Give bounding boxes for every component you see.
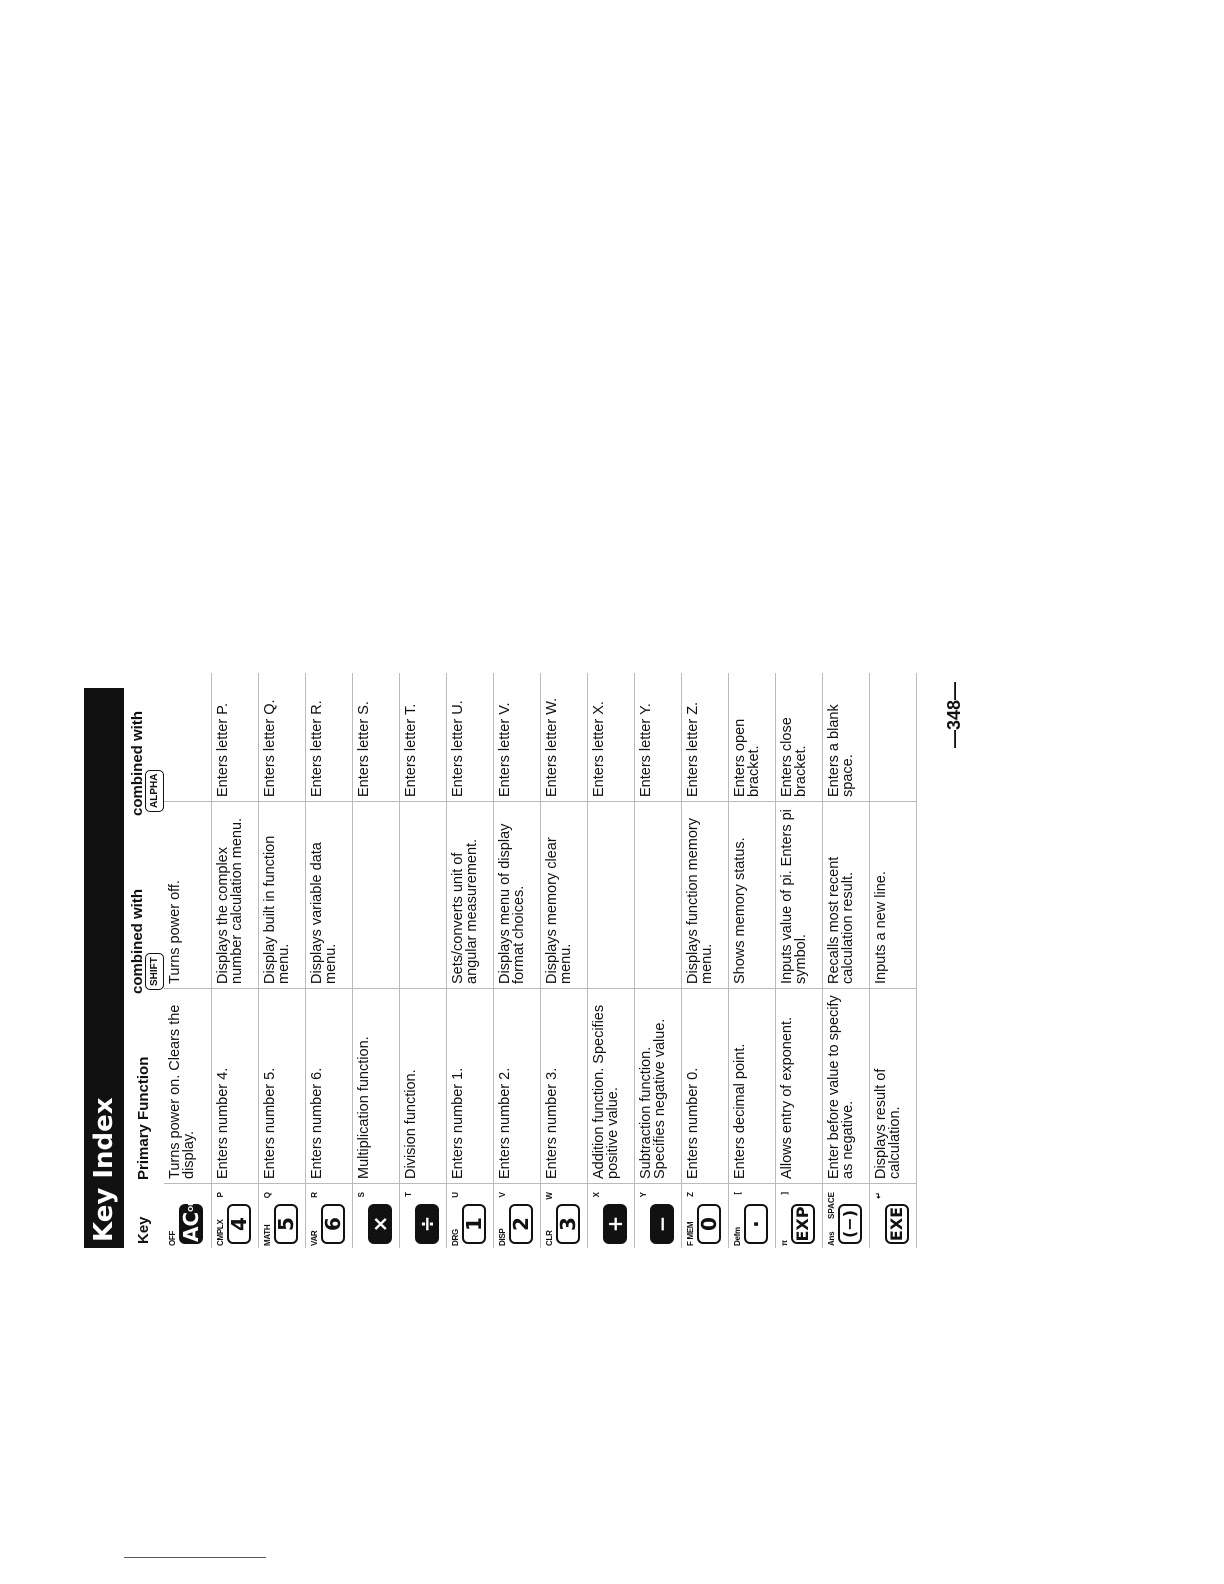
shift-function-cell: [587, 802, 634, 989]
key-alpha-label: R: [309, 1192, 319, 1198]
alpha-function-cell: Enters a blank space.: [822, 673, 869, 802]
key-graphic: [543, 1190, 583, 1246]
primary-function-cell: Enters decimal point.: [728, 989, 775, 1184]
key-cap: [791, 1204, 815, 1244]
key-alpha-label: T: [403, 1192, 413, 1197]
key-cap-label: (−): [839, 1209, 859, 1239]
shift-function-cell: Inputs value of pi. Enters pi symbol.: [775, 802, 822, 989]
key-graphic: [825, 1190, 865, 1246]
key-cap: [650, 1204, 674, 1244]
key-cap: [415, 1204, 439, 1244]
table-row: [305, 673, 352, 1248]
primary-function-cell: Turns power on. Clears the display.: [164, 989, 211, 1184]
table-row: [493, 673, 540, 1248]
key-cap: [697, 1204, 721, 1244]
alpha-function-cell: Enters letter S.: [352, 673, 399, 802]
alpha-function-cell: Enters close bracket.: [775, 673, 822, 802]
shift-function-cell: [352, 802, 399, 989]
key-alpha-label: ↵: [873, 1192, 883, 1199]
key-cap-label: 5: [273, 1217, 298, 1231]
alpha-function-cell: [164, 673, 211, 802]
table-row: [446, 673, 493, 1248]
shift-function-cell: Recalls most recent calculation result.: [822, 802, 869, 989]
key-alpha-label: Q: [262, 1192, 272, 1199]
key-cap: [179, 1200, 203, 1244]
alpha-function-cell: Enters letter Y.: [634, 673, 681, 802]
alpha-key-icon: ALPHA: [145, 770, 164, 812]
alpha-function-cell: Enters letter V.: [493, 673, 540, 802]
key-cell: [399, 1184, 446, 1249]
key-graphic: [449, 1190, 489, 1246]
key-cell: [305, 1184, 352, 1249]
primary-function-cell: Addition function. Specifies positive value.: [587, 989, 634, 1184]
primary-function-cell: Enters number 1.: [446, 989, 493, 1184]
footer-rule: [124, 1557, 266, 1558]
key-alpha-label: S: [356, 1192, 366, 1198]
table-row: [540, 673, 587, 1248]
key-alpha-label: V: [497, 1192, 507, 1198]
key-cap-label: ×: [367, 1215, 392, 1233]
shift-function-cell: Display built in function menu.: [258, 802, 305, 989]
table-row: [681, 673, 728, 1248]
key-shift-label: Defm: [732, 1227, 742, 1246]
key-shift-label: DRG: [450, 1229, 460, 1246]
table-row: [258, 673, 305, 1248]
key-cell: [352, 1184, 399, 1249]
key-alpha-label: SPACE: [826, 1192, 836, 1219]
table-row: [634, 673, 681, 1248]
key-shift-label: F MEM: [685, 1221, 695, 1246]
table-row: [399, 673, 446, 1248]
key-cap-label: 3: [555, 1217, 580, 1231]
page-number: —348—: [944, 681, 964, 748]
key-cap: [556, 1204, 580, 1244]
key-cell: [728, 1184, 775, 1249]
shift-function-cell: Displays memory clear menu.: [540, 802, 587, 989]
key-graphic: [355, 1190, 395, 1246]
key-graphic: [637, 1190, 677, 1246]
key-cell: [775, 1184, 822, 1249]
key-cap-label: 2: [508, 1217, 533, 1231]
key-alpha-label: Z: [685, 1192, 695, 1197]
primary-function-cell: Enters number 2.: [493, 989, 540, 1184]
key-cap-label: ·: [743, 1220, 768, 1228]
key-graphic: [496, 1190, 536, 1246]
key-cap-label: 0: [696, 1217, 721, 1231]
key-cell: [164, 1184, 211, 1249]
primary-function-cell: Enter before value to specify as negative.: [822, 989, 869, 1184]
key-shift-label: MATH: [262, 1224, 272, 1246]
key-cap: [321, 1204, 345, 1244]
key-cell: [258, 1184, 305, 1249]
key-alpha-label: Y: [638, 1192, 648, 1198]
header-primary: Primary Function: [135, 1056, 152, 1180]
key-cap: [744, 1204, 768, 1244]
shift-function-cell: [399, 802, 446, 989]
key-cap-label: EXE: [886, 1206, 906, 1242]
header-shift-text: combined with: [129, 889, 146, 994]
primary-function-cell: Enters number 5.: [258, 989, 305, 1184]
key-shift-label: CMPLX: [215, 1219, 225, 1246]
key-graphic: [684, 1190, 724, 1246]
key-cap: [462, 1204, 486, 1244]
table-row: [352, 673, 399, 1248]
key-cell: [634, 1184, 681, 1249]
key-cap: [509, 1204, 533, 1244]
key-shift-label: Ans: [826, 1231, 836, 1246]
key-cap-label: 1: [461, 1217, 486, 1231]
key-cap-label: ÷: [414, 1215, 439, 1233]
header-alpha-text: combined with: [129, 711, 146, 816]
key-cell: [681, 1184, 728, 1249]
table-row: [164, 673, 211, 1248]
primary-function-cell: Enters number 0.: [681, 989, 728, 1184]
alpha-function-cell: Enters letter P.: [211, 673, 258, 802]
shift-function-cell: Shows memory status.: [728, 802, 775, 989]
shift-function-cell: Displays function memory menu.: [681, 802, 728, 989]
key-graphic: [214, 1190, 254, 1246]
header-alpha: [130, 688, 164, 816]
primary-function-cell: Enters number 3.: [540, 989, 587, 1184]
alpha-function-cell: Enters letter X.: [587, 673, 634, 802]
key-cap-label: +: [602, 1215, 627, 1233]
key-shift-label: CLR: [544, 1230, 554, 1246]
key-cell: [211, 1184, 258, 1249]
key-cell: [822, 1184, 869, 1249]
alpha-function-cell: Enters letter Z.: [681, 673, 728, 802]
key-graphic: [308, 1190, 348, 1246]
shift-key-icon: SHIFT: [145, 953, 164, 990]
table-row: [869, 673, 916, 1248]
key-cap: [274, 1204, 298, 1244]
header-shift: [130, 874, 164, 994]
alpha-function-cell: Enters letter W.: [540, 673, 587, 802]
key-alpha-label: U: [450, 1192, 460, 1198]
key-shift-label: π: [779, 1240, 789, 1246]
alpha-function-cell: Enters open bracket.: [728, 673, 775, 802]
key-graphic: [402, 1190, 442, 1246]
alpha-function-cell: Enters letter R.: [305, 673, 352, 802]
key-alpha-label: ]: [779, 1192, 789, 1195]
shift-function-cell: Displays variable data menu.: [305, 802, 352, 989]
shift-function-cell: Displays the complex number calculation menu.: [211, 802, 258, 989]
key-cell: [869, 1184, 916, 1249]
alpha-function-cell: [869, 673, 916, 802]
key-cell: [446, 1184, 493, 1249]
key-shift-label: OFF: [168, 1230, 177, 1246]
page-title: Key Index: [84, 688, 124, 1248]
primary-function-cell: Allows entry of exponent.: [775, 989, 822, 1184]
key-graphic: [166, 1190, 206, 1246]
key-cell: [587, 1184, 634, 1249]
key-alpha-label: X: [591, 1192, 601, 1198]
header-key: Key: [135, 1216, 152, 1244]
table-row: [775, 673, 822, 1248]
table-row: [822, 673, 869, 1248]
key-cap-label: EXP: [792, 1206, 812, 1242]
key-cap: [603, 1204, 627, 1244]
key-cap: [368, 1204, 392, 1244]
key-cap: [838, 1204, 862, 1244]
key-cap-sup: ON: [187, 1200, 195, 1212]
rotated-page: [84, 88, 964, 1248]
key-index-table: [164, 673, 917, 1248]
primary-function-cell: Division function.: [399, 989, 446, 1184]
table-row: [587, 673, 634, 1248]
key-graphic: [590, 1190, 630, 1246]
key-shift-label: DISP: [497, 1228, 507, 1246]
key-alpha-label: P: [215, 1192, 225, 1198]
key-cap: [227, 1204, 251, 1244]
key-cap-label: 6: [320, 1217, 345, 1231]
table-row: [728, 673, 775, 1248]
shift-function-cell: Sets/converts unit of angular measurement.: [446, 802, 493, 989]
key-cell: [493, 1184, 540, 1249]
key-alpha-label: [: [732, 1192, 742, 1195]
alpha-function-cell: Enters letter T.: [399, 673, 446, 802]
primary-function-cell: Subtraction function. Specifies negative value.: [634, 989, 681, 1184]
alpha-function-cell: Enters letter Q.: [258, 673, 305, 802]
primary-function-cell: Enters number 4.: [211, 989, 258, 1184]
primary-function-cell: Multiplication function.: [352, 989, 399, 1184]
key-graphic: [731, 1190, 771, 1246]
key-alpha-label: W: [544, 1192, 554, 1200]
table-row: [211, 673, 258, 1248]
key-cap: [885, 1204, 909, 1244]
primary-function-cell: Enters number 6.: [305, 989, 352, 1184]
alpha-function-cell: Enters letter U.: [446, 673, 493, 802]
shift-function-cell: Inputs a new line.: [869, 802, 916, 989]
key-graphic: [778, 1190, 818, 1246]
key-shift-label: VAR: [309, 1230, 319, 1246]
primary-function-cell: Displays result of calculation.: [869, 989, 916, 1184]
shift-function-cell: [634, 802, 681, 989]
key-graphic: [872, 1190, 912, 1246]
key-cap-label: −: [649, 1215, 674, 1233]
shift-function-cell: Displays menu of display format choices.: [493, 802, 540, 989]
shift-function-cell: Turns power off.: [164, 802, 211, 989]
key-cell: [540, 1184, 587, 1249]
key-cap-label: AC: [179, 1211, 203, 1242]
key-cap-label: 4: [226, 1217, 251, 1231]
key-graphic: [261, 1190, 301, 1246]
